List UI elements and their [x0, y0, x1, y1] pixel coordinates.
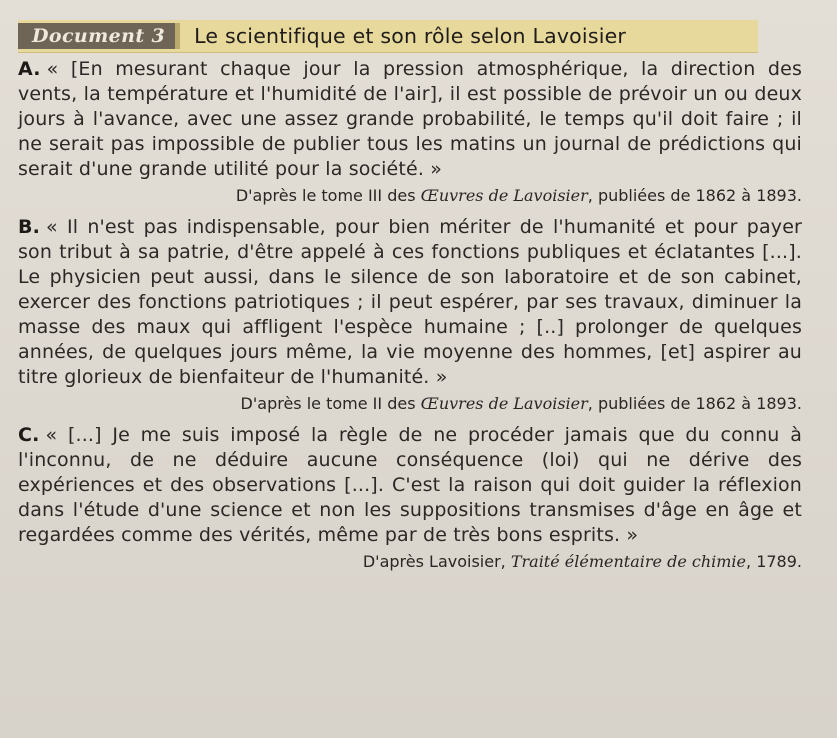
source-work-b: Œuvres de Lavoisier [420, 394, 588, 413]
quote-text-c: « [...] Je me suis imposé la règle de ne procéder jamais que du connu à l'inconnu, de ne déduire aucune conséquence (loi) qui ne dérive des expériences et des observations [...]. C'est la raison qui doit guider la réflexion dans l'étude d'une science et non les suppositions transmises d'âge en âge et regardées comme des vérités, même par de très bons esprits. » [18, 424, 809, 546]
section-b [18, 215, 809, 415]
source-suffix-b: , publiées de 1862 à 1893. [587, 394, 802, 413]
quote-text-b: « Il n'est pas indispensable, pour bien mériter de l'humanité et pour payer son tribut à sa patrie, d'être appelé à ces fonctions publiques et éclatantes [...]. Le physicien peut aussi, dans le silence de son laboratoire et de son cabinet, exercer des fonctions patriotiques ; il peut espérer, par ses travaux, diminuer la masse des maux qui affligent l'espèce humaine ; [..] prolonger de quelques années, de quelques jours même, la vie moyenne des hommes, [et] aspirer au titre glorieux de bienfaiteur de l'humanité. » [18, 216, 809, 388]
quote-text-a: « [En mesurant chaque jour la pression atmosphérique, la direction des vents, la température et l'humidité de l'air], il est possible de prévoir un ou deux jours à l'avance, avec une assez grande probabilité, le temps qu'il doit faire ; il ne serait pas impossible de publier tous les matins un journal de prédictions qui serait d'une grande utilité pour la société. » [18, 58, 809, 180]
document-header [18, 20, 758, 53]
quote-paragraph-a [18, 57, 809, 182]
source-suffix-c: , 1789. [746, 552, 802, 571]
quote-paragraph-c [18, 423, 809, 548]
document-number-tag: Document 3 [18, 23, 180, 49]
source-suffix-a: , publiées de 1862 à 1893. [587, 186, 802, 205]
section-a [18, 57, 809, 207]
source-citation-b [18, 392, 802, 415]
section-c [18, 423, 809, 573]
source-work-a: Œuvres de Lavoisier [420, 186, 588, 205]
source-work-c: Traité élémentaire de chimie [510, 552, 747, 571]
quote-paragraph-b [18, 215, 809, 390]
source-citation-c [18, 550, 802, 573]
source-prefix-b: D'après le tome II des [240, 394, 421, 413]
source-citation-a [18, 184, 802, 207]
source-prefix-a: D'après le tome III des [235, 186, 421, 205]
document-title: Le scientifique et son rôle selon Lavoisier [194, 24, 627, 48]
section-letter-a: A. [18, 58, 41, 80]
document-body [18, 57, 809, 573]
section-letter-b: B. [18, 216, 40, 238]
source-prefix-c: D'après Lavoisier, [362, 552, 511, 571]
section-letter-c: C. [18, 424, 40, 446]
